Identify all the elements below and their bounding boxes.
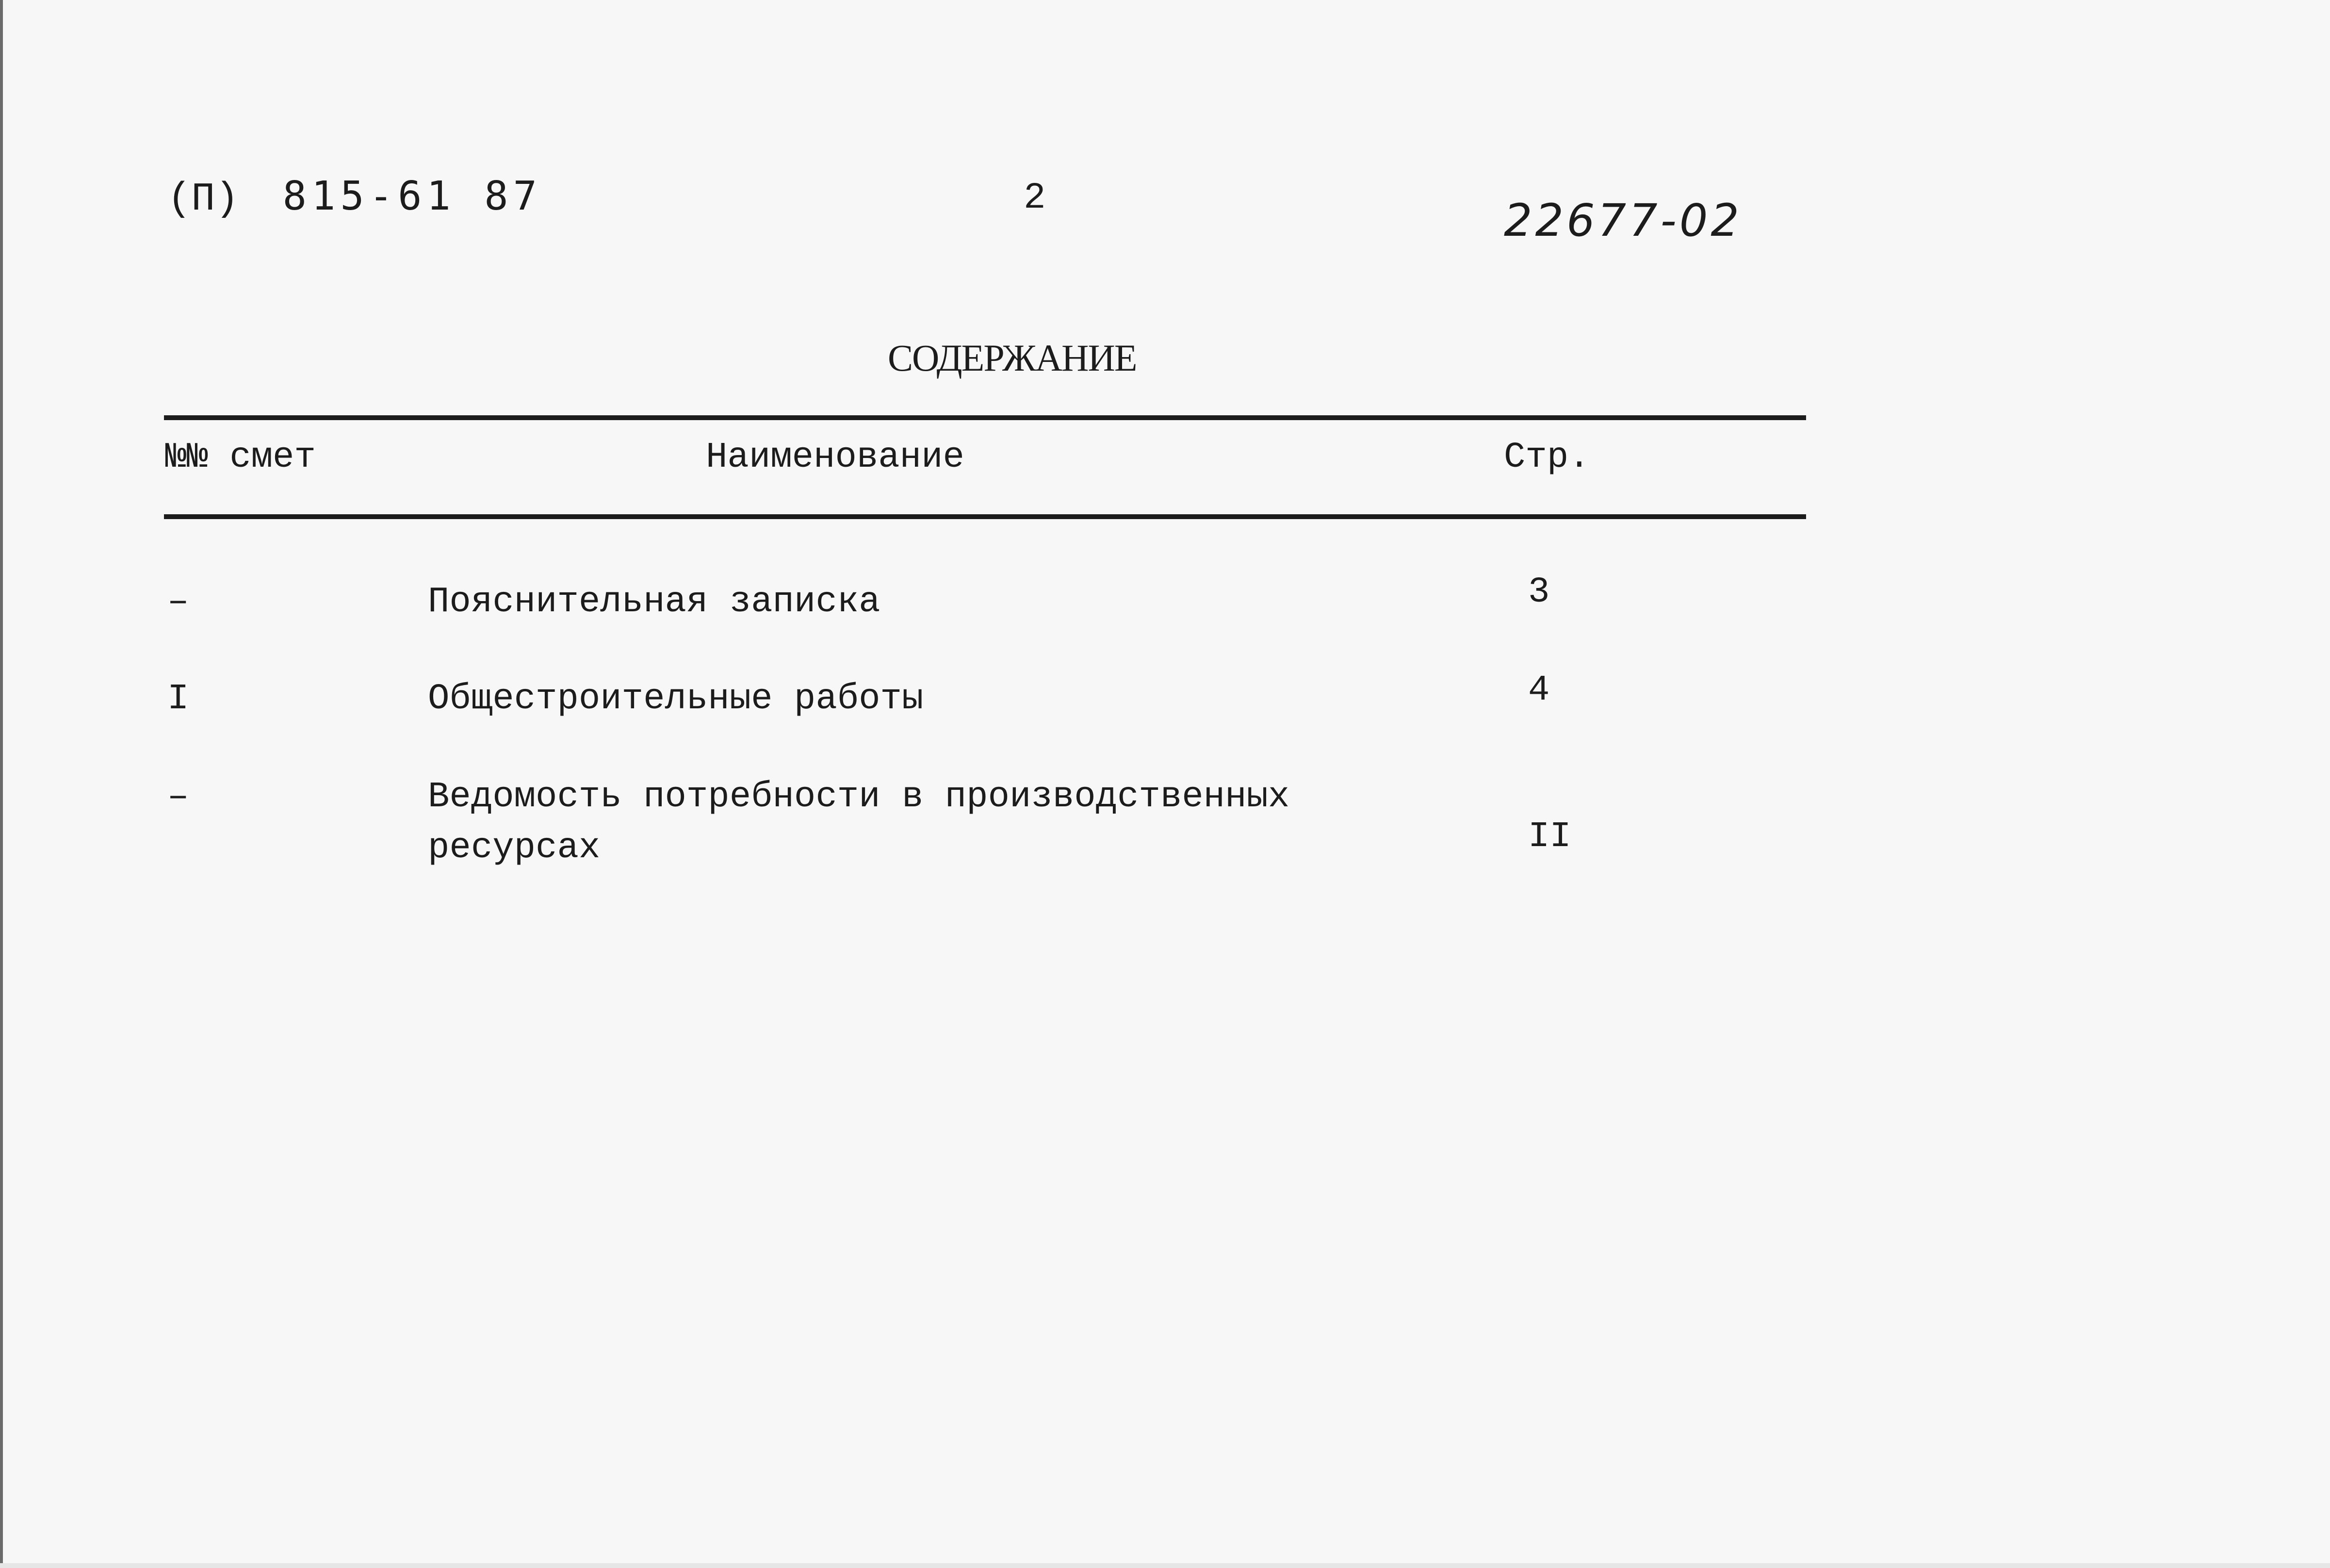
table-row-1-page: 3 — [1528, 572, 1550, 613]
table-row-3-number: – — [167, 777, 189, 817]
table-row-2-page: 4 — [1528, 670, 1550, 711]
binding-edge — [0, 0, 3, 1568]
table-row-2-number: I — [167, 679, 189, 719]
page-title: СОДЕРЖАНИЕ — [888, 337, 1137, 379]
table-row-3-page: II — [1528, 817, 1571, 857]
table-row-1-number: – — [167, 582, 189, 622]
page-number: 2 — [1024, 177, 1046, 219]
column-header-page: Стр. — [1504, 437, 1590, 478]
document-code — [167, 172, 542, 224]
column-header-estimate-number: №№ смет — [165, 437, 316, 478]
inventory-number: 22677-02 — [1504, 195, 1742, 246]
table-top-rule — [164, 415, 1806, 420]
table-header-rule — [164, 514, 1806, 519]
table-row-3-name-line-1: Ведомость потребности в производственных — [428, 777, 1290, 817]
table-row-2-name: Общестроительные работы — [428, 679, 924, 719]
document-number: 815-61 87 — [282, 173, 542, 219]
scan-bottom-edge — [0, 1563, 2330, 1568]
column-header-name: Наименование — [706, 437, 964, 478]
document-mark: (П) — [167, 177, 239, 222]
table-row-3-name-line-2: ресурсах — [428, 828, 601, 868]
table-row-1-name: Пояснительная записка — [428, 582, 880, 622]
